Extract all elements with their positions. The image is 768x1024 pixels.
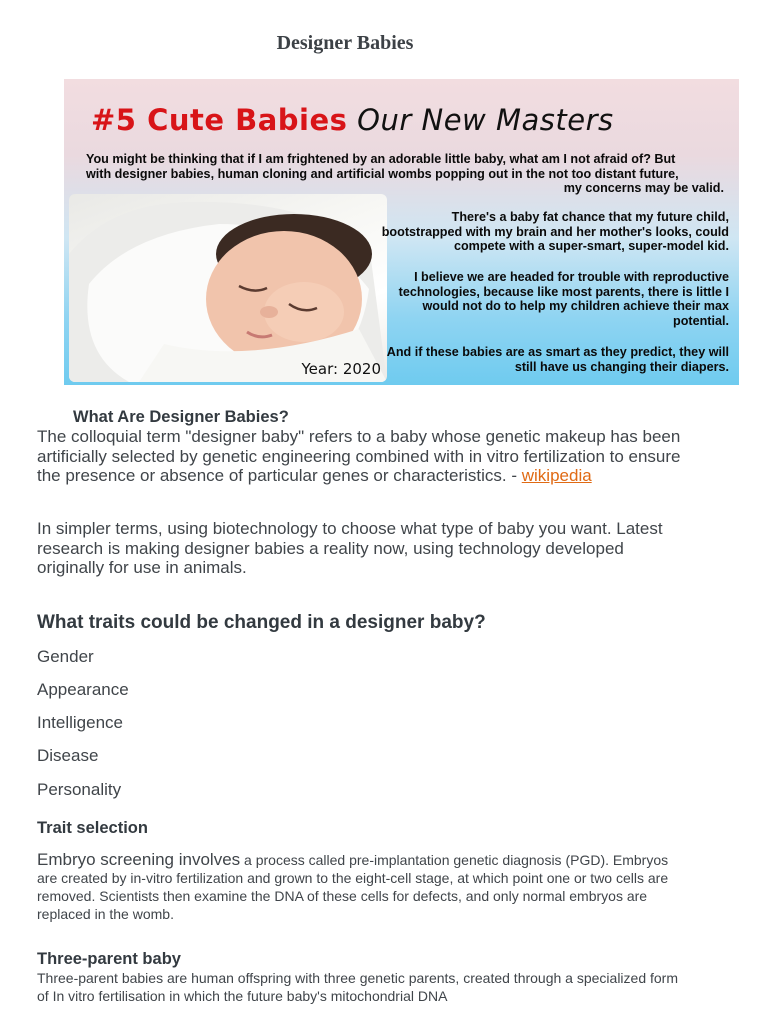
traits-heading: What traits could be changed in a designer baby?: [37, 612, 486, 633]
banner-paragraph-3: I believe we are headed for trouble with reproductive technologies, because like most parents, there is little I would not do to help my children achieve their max potential.: [398, 270, 729, 328]
trait-item-appearance: Appearance: [37, 680, 129, 699]
trait-selection-body: a process called pre-implantation genetic diagnosis (PGD). Embryos are created by in-vitro fertilization and grown to the eight-cell stage, at which point one or two cells are removed. Scientists then examine the DNA of these cells for defects, and only normal embryos are replaced in the womb.: [37, 852, 669, 922]
banner-image: [64, 79, 739, 385]
trait-item-disease: Disease: [37, 746, 99, 765]
banner-headline: [91, 103, 614, 137]
trait-selection-paragraph: [37, 851, 687, 923]
definition-paragraph: [37, 427, 687, 486]
banner-headline-part1: #5 Cute Babies: [91, 103, 348, 137]
baby-photo: [69, 194, 387, 382]
intro-heading: What Are Designer Babies?: [73, 408, 289, 426]
trait-item-personality: Personality: [37, 780, 122, 799]
simpler-terms-paragraph: In simpler terms, using biotechnology to choose what type of baby you want. Latest research is making designer babies a reality now, using technology developed originally for use in animals.: [37, 519, 663, 578]
wikipedia-link[interactable]: wikipedia: [521, 466, 592, 486]
banner-intro-line-3: my concerns may be valid.: [563, 181, 724, 196]
three-parent-paragraph: Three-parent babies are human offspring with three genetic parents, created through a specialized form of In vitro fertilisation in which the future baby's mitochondrial DNA: [37, 970, 678, 1004]
trait-item-intelligence: Intelligence: [37, 713, 124, 732]
trait-selection-lead: Embryo screening involves: [37, 850, 241, 869]
banner-paragraph-4: And if these babies are as smart as they predict, they will still have us changing their diapers.: [386, 345, 729, 374]
trait-selection-heading: Trait selection: [37, 819, 148, 837]
document-title: Designer Babies: [276, 32, 414, 54]
trait-item-gender: Gender: [37, 647, 94, 666]
three-parent-heading: Three-parent baby: [37, 950, 181, 968]
banner-headline-part2: Our New Masters: [357, 103, 614, 137]
banner-intro-line-1: You might be thinking that if I am frightened by an adorable little baby, what am I not afraid of? But: [86, 152, 676, 166]
baby-illustration: [69, 194, 387, 382]
banner-intro-paragraph: [86, 152, 724, 196]
banner-intro-line-2: with designer babies, human cloning and artificial wombs popping out in the not too distant future,: [86, 166, 679, 181]
image-caption: Year: 2020: [301, 360, 381, 378]
definition-text: The colloquial term "designer baby" refers to a baby whose genetic makeup has been artificially selected by genetic engineering combined with in vitro fertilization to ensure the presence or absence of particular genes or characteristics. -: [37, 427, 681, 486]
banner-paragraph-2: There's a baby fat chance that my future child, bootstrapped with my brain and her mother's looks, could compete with a super-smart, super-model kid.: [381, 210, 729, 254]
